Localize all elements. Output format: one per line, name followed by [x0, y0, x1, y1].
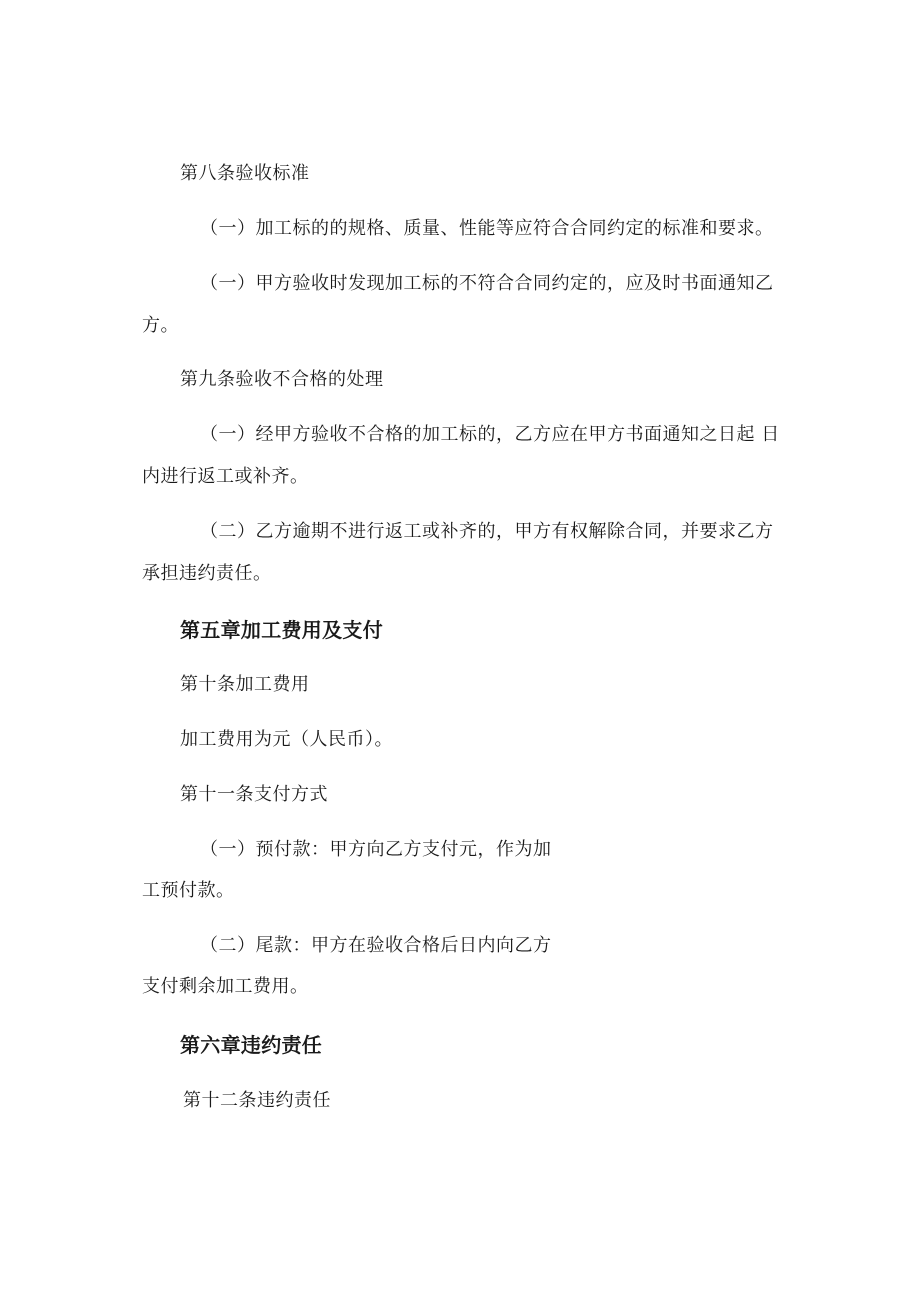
article-11-clause-2-line-2: 支付剩余加工费用。	[142, 976, 309, 997]
article-11-clause-1-line-1: （一）预付款：甲方向乙方支付元，作为加	[200, 839, 552, 860]
article-9-clause-1-line-1: （一）经甲方验收不合格的加工标的，乙方应在甲方书面通知之日起 日	[200, 424, 780, 445]
article-11-clause-2-line-1: （二）尾款：甲方在验收合格后日内向乙方	[200, 935, 552, 956]
article-10-title: 第十条加工费用	[180, 674, 310, 695]
article-11-clause-1-line-2: 工预付款。	[142, 880, 235, 901]
article-10-clause: 加工费用为元（人民币）。	[180, 729, 393, 750]
article-9-title: 第九条验收不合格的处理	[180, 369, 384, 390]
article-8-title: 第八条验收标准	[180, 163, 310, 184]
article-8-clause-2-line-2: 方。	[142, 315, 179, 336]
article-8-clause-2-line-1: （一）甲方验收时发现加工标的不符合合同约定的，应及时书面通知乙	[200, 273, 774, 294]
article-8-clause-1: （一）加工标的的规格、质量、性能等应符合合同约定的标准和要求。	[200, 218, 774, 239]
article-9-clause-2-line-1: （二）乙方逾期不进行返工或补齐的，甲方有权解除合同，并要求乙方	[200, 521, 774, 542]
article-11-title: 第十一条支付方式	[180, 784, 328, 805]
chapter-6-title: 第六章违约责任	[180, 1033, 323, 1057]
article-12-title: 第十二条违约责任	[183, 1090, 331, 1111]
article-9-clause-1-line-2: 内进行返工或补齐。	[142, 466, 309, 487]
chapter-5-title: 第五章加工费用及支付	[180, 618, 383, 642]
article-9-clause-2-line-2: 承担违约责任。	[142, 563, 272, 584]
